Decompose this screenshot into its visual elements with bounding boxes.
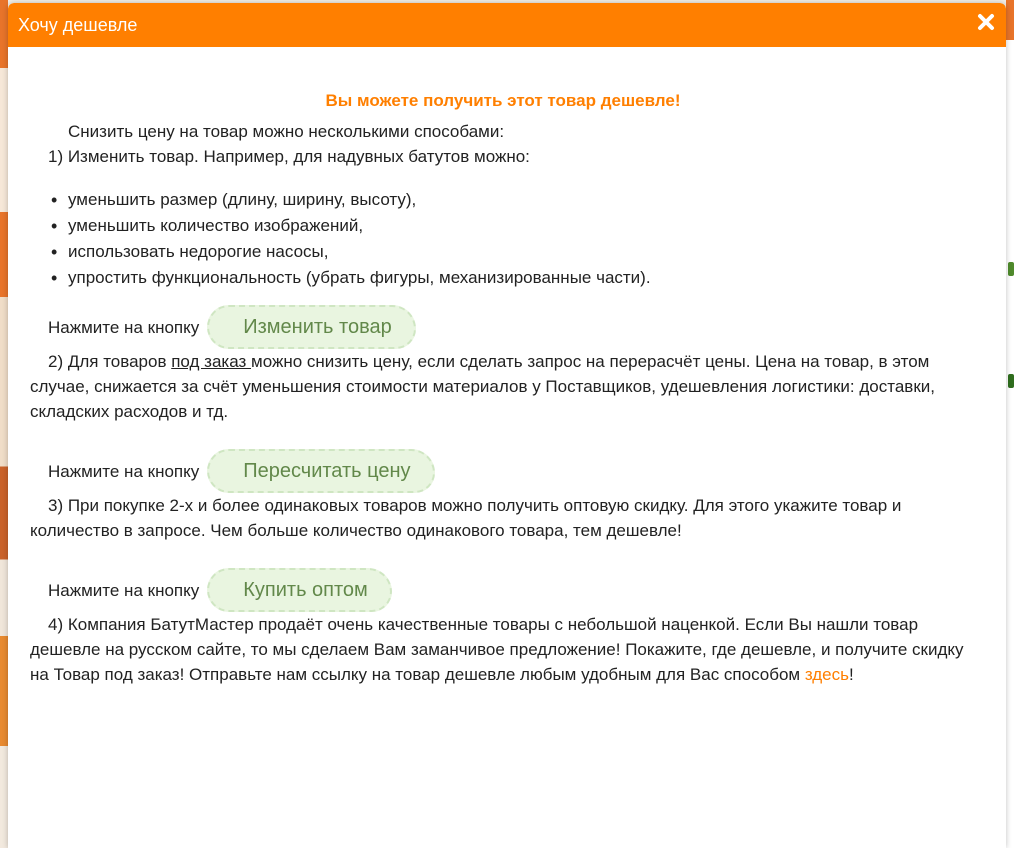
cta-prompt: Нажмите на кнопку <box>48 461 200 481</box>
change-product-button[interactable]: Изменить товар <box>207 305 415 349</box>
list-item: • упростить функциональность (убрать фигуры, механизированные части). <box>68 265 976 291</box>
cta-prompt: Нажмите на кнопку <box>48 580 200 600</box>
buy-wholesale-button[interactable]: Купить оптом <box>207 568 392 612</box>
section-3-text: 3) При покупке 2-х и более одинаковых товаров можно получить оптовую скидку. Для этого укажите товар и количество в запросе. Чем больше количество одинакового товара, тем дешевле! <box>30 496 902 540</box>
section-1-cta <box>48 305 976 349</box>
section-2-cta <box>48 449 976 493</box>
list-item: • использовать недорогие насосы, <box>68 239 976 265</box>
section-1-list <box>30 187 976 291</box>
cta-prompt: Нажмите на кнопку <box>48 317 200 337</box>
background-page-right <box>1006 0 1014 848</box>
made-to-order-term: под заказ <box>171 352 251 371</box>
close-button[interactable] <box>976 12 996 32</box>
section-3-cta <box>48 568 976 612</box>
background-green-mark <box>1008 374 1014 388</box>
modal-title: Хочу дешевле <box>18 14 138 35</box>
recalculate-price-button[interactable]: Пересчитать цену <box>207 449 434 493</box>
list-item: • уменьшить количество изображений, <box>68 213 976 239</box>
modal-headline: Вы можете получить этот товар дешевле! <box>325 91 681 110</box>
cheaper-modal <box>8 3 1006 848</box>
section-1-text: 1) Изменить товар. Например, для надувных батутов можно: <box>48 147 530 166</box>
section-2-text <box>30 349 976 424</box>
section-4-text <box>30 612 976 687</box>
background-page-left <box>0 0 8 848</box>
here-link[interactable]: здесь <box>804 665 849 684</box>
modal-body <box>8 91 1006 687</box>
close-icon <box>976 12 996 32</box>
background-orange-strip <box>1006 0 1014 40</box>
intro-text: Снизить цену на товар можно несколькими способами: <box>68 122 505 141</box>
modal-header <box>8 3 1006 47</box>
section-4-body: 4) Компания БатутМастер продаёт очень качественные товары с небольшой наценкой. Если Вы нашли товар дешевле на русском сайте, то мы сделаем Вам заманчивое предложение! Покажите, где дешевле, и получите скидку на Товар под заказ! Отправьте нам ссылку на товар дешевле любым удобным для Вас способом <box>30 615 964 684</box>
background-green-mark <box>1008 262 1014 276</box>
section-2-prefix: 2) Для товаров <box>48 352 172 371</box>
section-4-end: ! <box>848 665 854 684</box>
section-2-suffix: можно снизить цену, если сделать запрос на перерасчёт цены. Цена на товар, в этом случае, снижается за счёт уменьшения стоимости материалов у Поставщиков, удешевления логистики: доставки, складских расходов и тд. <box>30 352 935 421</box>
list-item: • уменьшить размер (длину, ширину, высоту), <box>68 187 976 213</box>
